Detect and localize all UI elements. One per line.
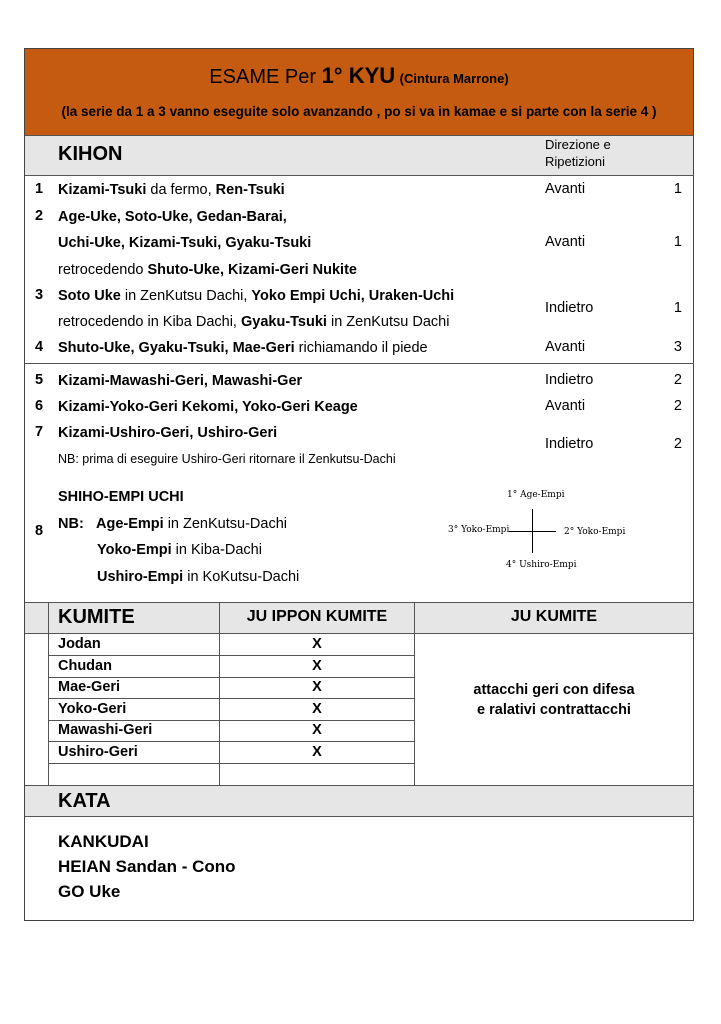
row-number: 1 [35, 181, 44, 197]
row-number: 4 [35, 339, 44, 355]
dir-header: Direzione e Ripetizioni [545, 137, 611, 169]
kata-item: KANKUDAI [58, 832, 149, 851]
kihon-title: KIHON [58, 143, 123, 165]
kihon-row: Shuto-Uke, Gyaku-Tsuki, Mae-Geri richiamando il piede [58, 340, 428, 356]
kumite-row-label: Yoko-Geri [58, 701, 127, 717]
kihon-row: Kizami-Tsuki da fermo, Ren-Tsuki [58, 182, 285, 198]
diagram-horizontal-axis [509, 531, 556, 532]
repetitions: 1 [673, 181, 682, 197]
page-subtitle: (la serie da 1 a 3 vanno eseguite solo avanzando , po si va in kamae e si parte con la serie 4 ) [61, 104, 657, 119]
direction: Indietro [545, 436, 594, 452]
kumite-row-label: Chudan [58, 658, 112, 674]
row-number: 6 [35, 398, 44, 414]
repetitions: 3 [673, 339, 682, 355]
kumite-row-label: Mawashi-Geri [58, 722, 153, 738]
row-number: 3 [35, 287, 44, 303]
kihon-row: Kizami-Yoko-Geri Kekomi, Yoko-Geri Keage [58, 399, 358, 415]
shiho-empi-title: SHIHO-EMPI UCHI [58, 489, 184, 505]
direction: Avanti [545, 339, 586, 355]
repetitions: 2 [673, 436, 682, 452]
row-number: 2 [35, 208, 44, 224]
note-row-7: NB: prima di eseguire Ushiro-Geri ritornare il Zenkutsu-Dachi [58, 452, 396, 466]
kata-title: KATA [58, 790, 111, 812]
row-number: 7 [35, 424, 44, 440]
direction: Avanti [545, 398, 586, 414]
kumite-title: KUMITE [58, 606, 135, 628]
kumite-row-label: Jodan [58, 636, 101, 652]
kumite-row-label: Ushiro-Geri [58, 744, 138, 760]
kumite-row-mark: X [312, 679, 322, 695]
empi-line: Age-Empi in ZenKutsu-Dachi [96, 516, 287, 532]
repetitions: 1 [673, 234, 682, 250]
kumite-row-mark: X [312, 722, 322, 738]
direction: Indietro [545, 300, 594, 316]
row-number: 8 [35, 523, 44, 539]
kumite-row-mark: X [312, 744, 322, 760]
ju-ippon-kumite-header: JU IPPON KUMITE [246, 608, 388, 625]
kihon-row: Uchi-Uke, Kizami-Tsuki, Gyaku-Tsuki [58, 235, 312, 251]
repetitions: 2 [673, 372, 682, 388]
row-number: 5 [35, 372, 44, 388]
kumite-row-mark: X [312, 636, 322, 652]
empi-line: Yoko-Empi in Kiba-Dachi [97, 542, 262, 558]
page-title: ESAME Per 1° KYU (Cintura Marrone) [209, 63, 509, 88]
diagram-label-bottom: 4° Ushiro-Empi [506, 560, 577, 570]
repetitions: 1 [673, 300, 682, 316]
kumite-row-mark: X [312, 658, 322, 674]
direction: Avanti [545, 181, 586, 197]
ju-kumite-description: attacchi geri con difesa e ralativi contrattacchi [473, 682, 635, 718]
empi-line: Ushiro-Empi in KoKutsu-Dachi [97, 569, 300, 585]
repetitions: 2 [673, 398, 682, 414]
kihon-row: Kizami-Ushiro-Geri, Ushiro-Geri [58, 425, 278, 441]
direction: Avanti [545, 234, 586, 250]
kihon-row: Soto Uke in ZenKutsu Dachi, Yoko Empi Uchi, Uraken-Uchi [58, 288, 455, 304]
diagram-label-right: 2° Yoko-Empi [564, 527, 626, 537]
header-band [25, 49, 693, 135]
kihon-row: Age-Uke, Soto-Uke, Gedan-Barai, [58, 209, 287, 225]
kata-list [58, 829, 236, 904]
kata-item: GO Uke [58, 882, 121, 901]
ju-kumite-header: JU KUMITE [510, 608, 598, 625]
kihon-row: retrocedendo in Kiba Dachi, Gyaku-Tsuki in ZenKutsu Dachi [58, 314, 450, 330]
kata-header-band [25, 786, 693, 816]
kumite-row-label: Mae-Geri [58, 679, 121, 695]
diagram-label-top: 1° Age-Empi [507, 490, 565, 500]
nb-label: NB: [58, 516, 84, 532]
direction: Indietro [545, 372, 594, 388]
kihon-row: Kizami-Mawashi-Geri, Mawashi-Ger [58, 373, 303, 389]
kihon-row: retrocedendo Shuto-Uke, Kizami-Geri Nukite [58, 262, 357, 278]
diagram-label-left: 3° Yoko-Empi [448, 525, 510, 535]
kumite-row-mark: X [312, 701, 322, 717]
kata-item: HEIAN Sandan - Cono [58, 857, 236, 876]
